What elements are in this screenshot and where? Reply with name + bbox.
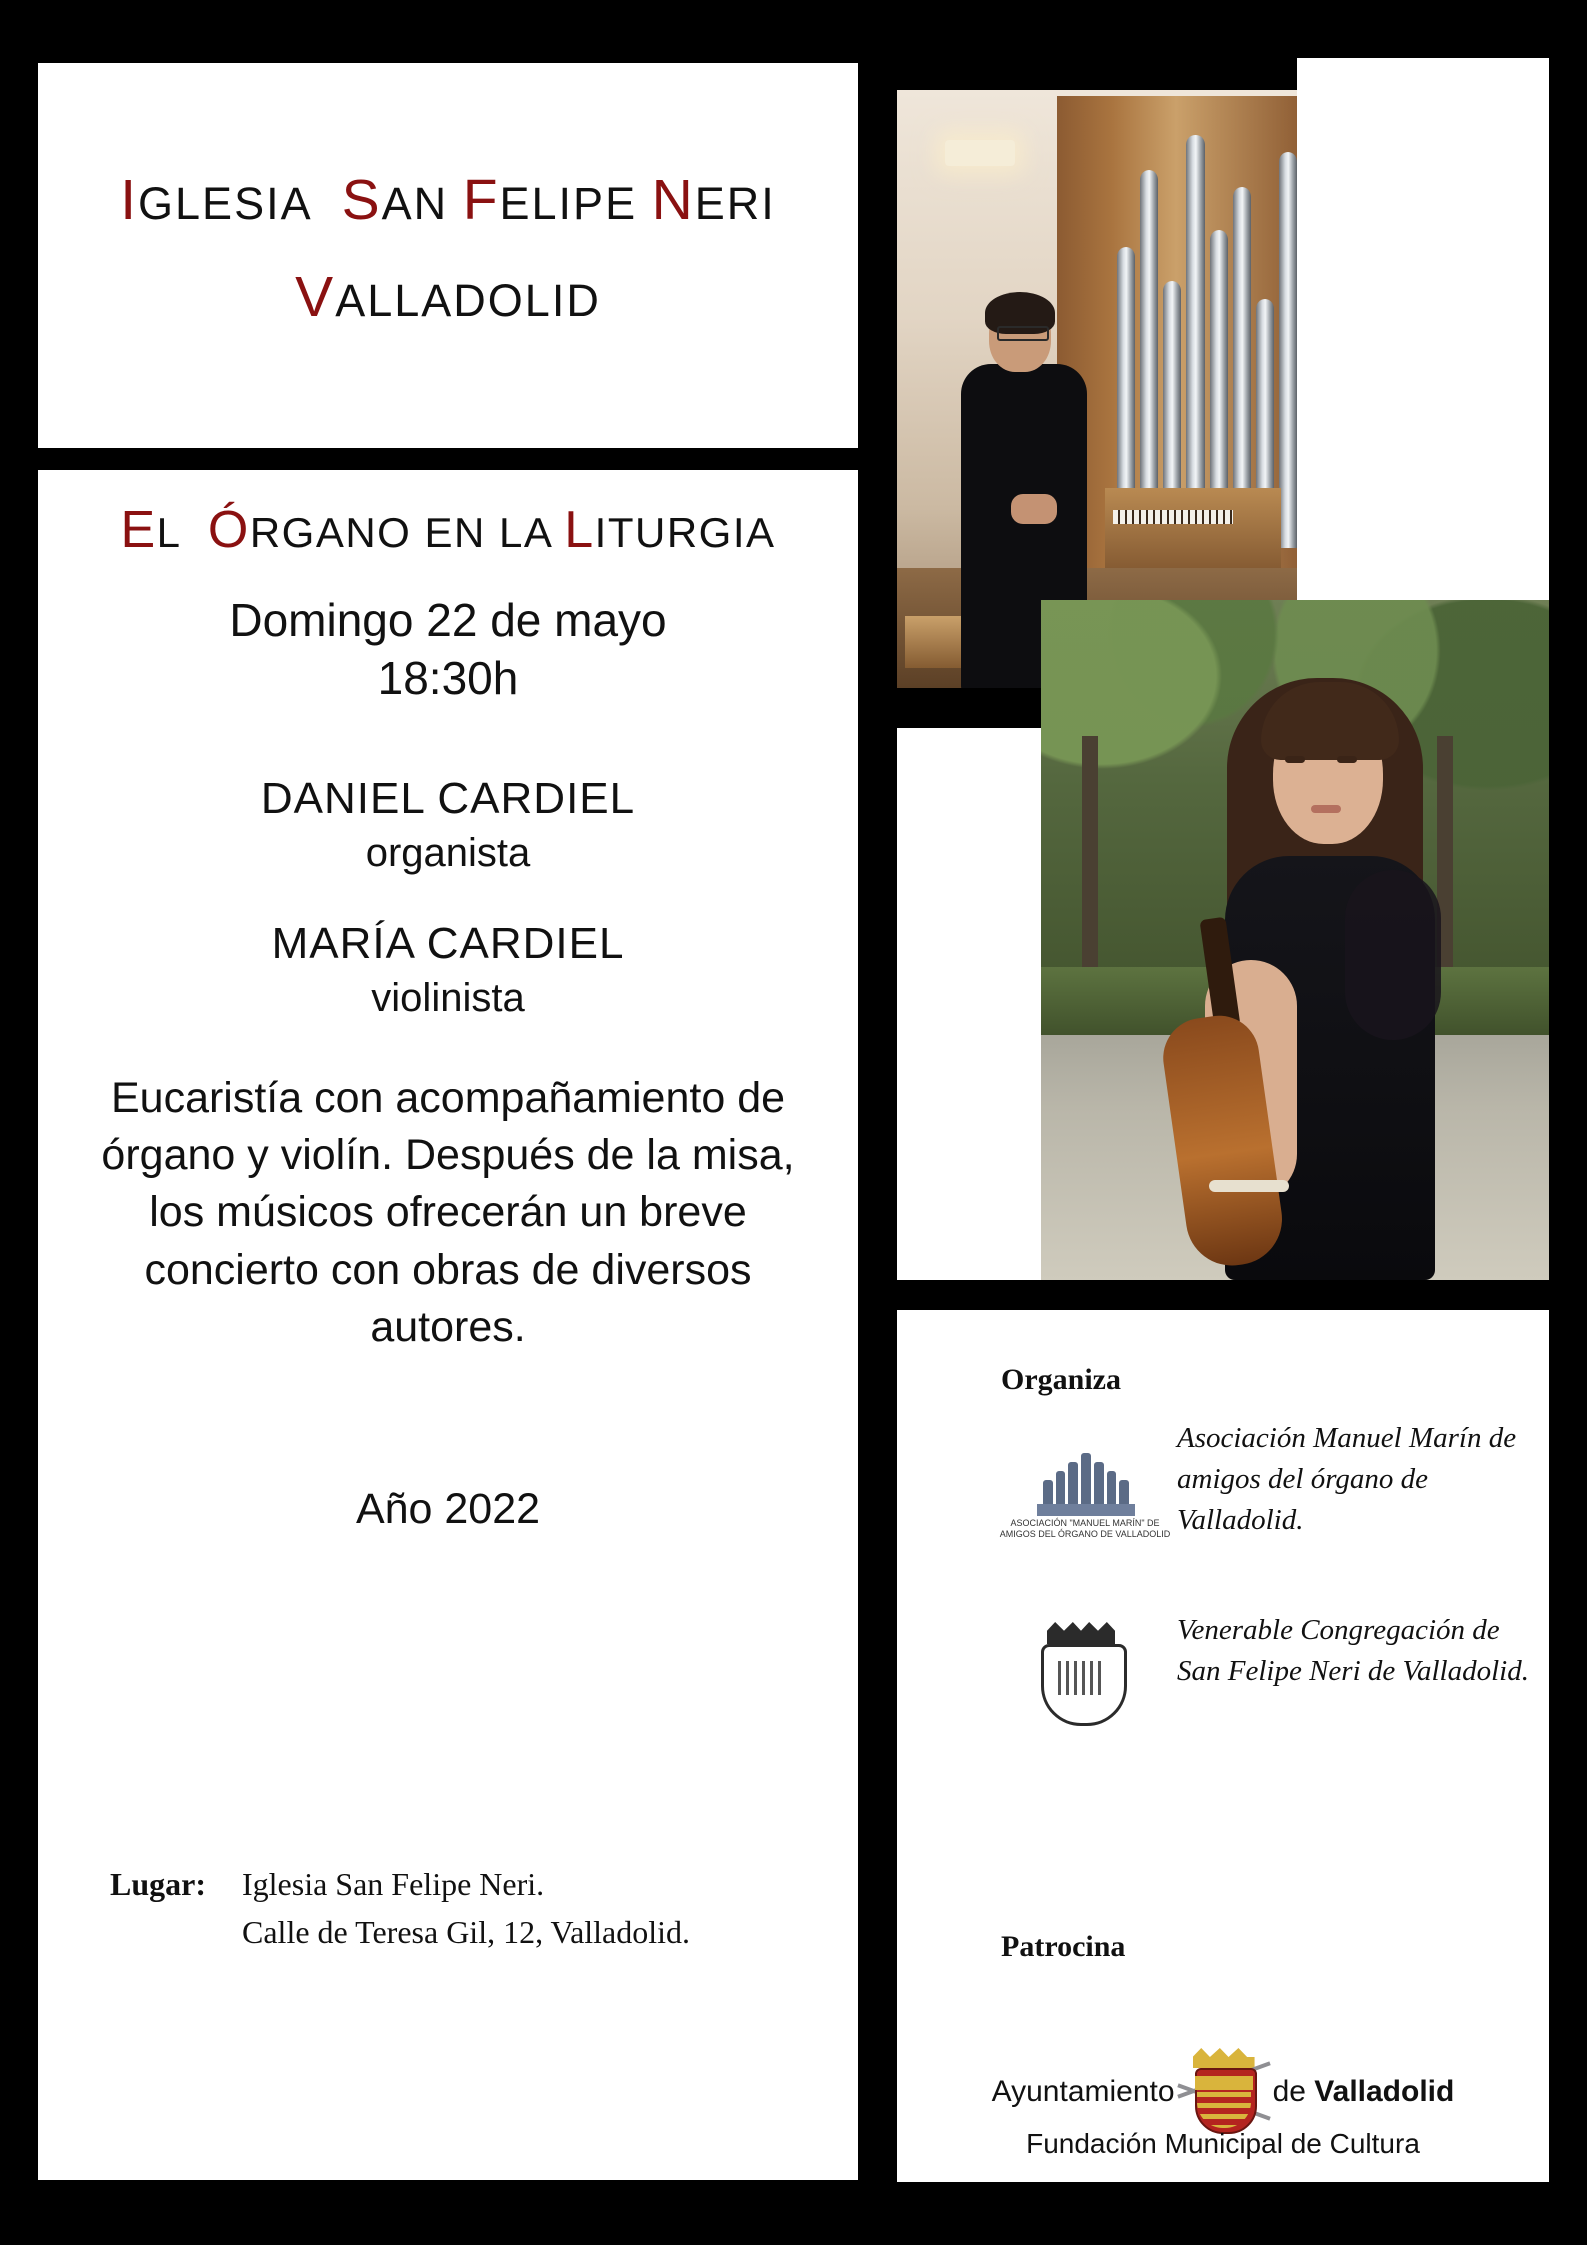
church-name-panel: [38, 63, 858, 448]
fundacion-municipal-cultura: Fundación Municipal de Cultura: [1026, 2128, 1420, 2159]
organist-hands: [1011, 494, 1057, 524]
program-panel: [38, 470, 858, 2180]
performer-2-name: MARÍA CARDIEL: [271, 919, 625, 969]
logo-pipes-icon: [1043, 1450, 1129, 1506]
performer-2-role: violinista: [371, 976, 525, 1021]
seal-crown: [1047, 1622, 1115, 1644]
coat-band: [1195, 2076, 1253, 2090]
organ-pipes: [1117, 118, 1297, 548]
event-datetime: [38, 592, 858, 707]
ayuntamiento-label: Ayuntamiento: [991, 2075, 1175, 2108]
violinist-lace-shoulder: [1345, 870, 1441, 1040]
organ-keyboard: [1113, 510, 1233, 524]
venue-address: Calle de Teresa Gil, 12, Valladolid.: [242, 1914, 691, 1950]
ayuntamiento-city: [1273, 2075, 1455, 2109]
event-description: Eucaristía con acompañamiento de órgano y violín. Después de la misa, los músicos ofrecerán un breve concierto con obras de diversos autores.: [101, 1074, 795, 1351]
logo-base: [1037, 1504, 1135, 1516]
church-title-line1: IGLESIA SAN FELIPE NERI: [120, 168, 776, 232]
violinist-figure: [1169, 660, 1499, 1280]
church-title-line2: VALLADOLID: [295, 264, 601, 329]
ayuntamiento-de: de: [1272, 2075, 1315, 2108]
patrocina-heading: Patrocina: [1001, 1930, 1126, 1963]
ayuntamiento-valladolid: Valladolid: [1314, 2075, 1455, 2108]
organiza-heading: Organiza: [1001, 1363, 1121, 1396]
venue-label: Lugar:: [110, 1866, 206, 1902]
church-title: [38, 159, 858, 338]
asociacion-logo-caption: ASOCIACIÓN "MANUEL MARÍN" DE AMIGOS DEL ÓRGANO DE VALLADOLID: [999, 1517, 1171, 1539]
performer-1-role: organista: [365, 831, 531, 876]
event-time: 18:30h: [377, 651, 519, 704]
performers-list: [38, 770, 858, 1024]
seal-shield: [1041, 1644, 1127, 1726]
coat-crown: [1193, 2048, 1255, 2068]
violinist-eye: [1285, 756, 1305, 763]
performer-1-name: DANIEL CARDIEL: [260, 774, 636, 823]
ayuntamiento-logo-row: [897, 2048, 1549, 2136]
ceiling-light: [945, 140, 1015, 166]
congregacion-seal-icon: [1025, 1622, 1137, 1726]
organizer-2-text: Venerable Congregación de San Felipe Neri de Valladolid.: [1177, 1614, 1529, 1688]
event-date: Domingo 22 de mayo: [229, 594, 667, 646]
sponsors-panel: [897, 1310, 1549, 2182]
violinist-eye: [1337, 756, 1357, 763]
performer-spacer: [38, 879, 858, 915]
violinist-photo: [1041, 600, 1549, 1280]
organizer-1-text: Asociación Manuel Marín de amigos del órgano de Valladolid.: [1177, 1422, 1517, 1537]
asociacion-organo-logo-icon: [997, 1420, 1173, 1540]
event-year: Año 2022: [355, 1485, 541, 1533]
photo-letterbox-top: [897, 58, 1297, 90]
venue-name: Iglesia San Felipe Neri.: [242, 1866, 545, 1902]
violinist-lips: [1311, 805, 1341, 813]
program-title: EL ÓRGANO EN LA LITURGIA: [120, 501, 776, 559]
bracelet: [1209, 1180, 1289, 1192]
glasses-icon: [997, 326, 1049, 341]
ayuntamiento-block: [897, 2000, 1549, 2180]
valladolid-coat-of-arms-icon: [1187, 2048, 1261, 2136]
venue-info: [110, 1860, 850, 1956]
